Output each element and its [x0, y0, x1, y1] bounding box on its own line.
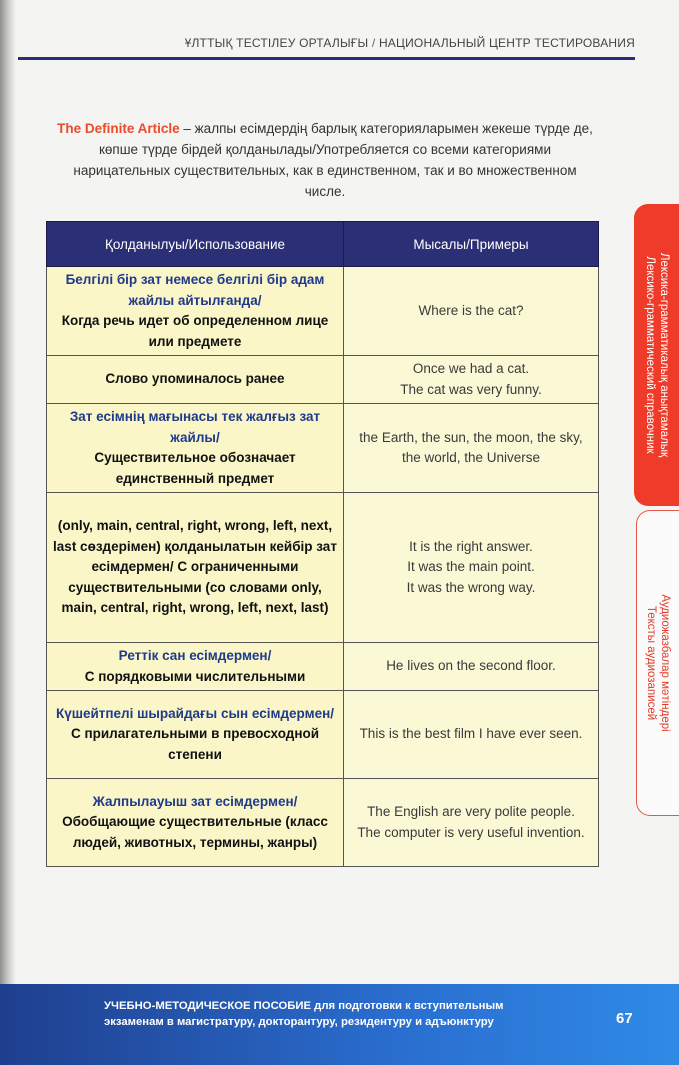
usage-ru: С прилагательными в превосходной степени	[70, 726, 320, 762]
intro-text: – жалпы есімдердің барлық категорияларымен жекеше түрде де, көпше түрде бірдей қолданылады/Употребляется со всеми категориями нарицательных существительных, как в единственном, так и во множественном числе.	[73, 121, 593, 199]
header-separator: /	[371, 36, 376, 50]
usage-ru: Слово упоминалось ранее	[105, 371, 285, 387]
header-kz: ҰЛТТЫҚ ТЕСТІЛЕУ ОРТАЛЫҒЫ	[184, 36, 369, 50]
example-line: Where is the cat?	[418, 302, 524, 318]
example-line: The cat was very funny.	[400, 381, 542, 397]
column-header-examples: Мысалы/Примеры	[344, 222, 599, 267]
usage-cell	[47, 493, 344, 643]
usage-kz: Белгілі бір зат немесе белгілі бір адам жайлы айтылғанда/	[65, 272, 325, 308]
table-header-row	[47, 222, 599, 267]
usage-kz: Реттік сан есімдермен/	[118, 648, 272, 663]
table-row	[47, 267, 599, 356]
usage-ru: Когда речь идет об определенном лице или предмете	[61, 313, 329, 349]
footer-line-2: экзаменам в магистратуру, докторантуру, резидентуру и адъюнктуру	[104, 1016, 494, 1028]
usage-ru: (only, main, central, right, wrong, left, next, last сөздерімен) қолданылатын кейбір зат есімдермен/ С ограниченными существительными (со словами only, main, central, right, wrong, left, next, last)	[53, 518, 337, 616]
usage-ru: Обобщающие существительные (класс людей, животных, термины, жанры)	[62, 814, 328, 850]
example-line: the Earth, the sun, the moon, the sky, the world, the Universe	[359, 429, 583, 465]
usage-cell	[47, 356, 344, 404]
example-line: This is the best film I have ever seen.	[359, 726, 583, 742]
example-cell	[344, 267, 599, 356]
table-row	[47, 779, 599, 867]
side-tab-audio-transcripts[interactable]	[636, 510, 679, 816]
footer-text	[104, 998, 564, 1030]
usage-cell	[47, 643, 344, 691]
side-tab-label-ru: Тексты аудиозаписей	[645, 605, 657, 721]
usage-cell	[47, 691, 344, 779]
example-cell	[344, 404, 599, 493]
example-line: It was the main point.	[407, 559, 535, 575]
example-line: It was the wrong way.	[406, 579, 536, 595]
usage-kz: Күшейтпелі шырайдағы сын есімдермен/	[55, 705, 335, 721]
usage-cell	[47, 404, 344, 493]
intro-paragraph	[52, 118, 598, 202]
example-line: The English are very polite people.	[367, 804, 575, 819]
example-line: It is the right answer.	[409, 538, 533, 554]
page-footer	[0, 984, 679, 1065]
example-cell	[344, 356, 599, 404]
table-row	[47, 691, 599, 779]
book-spine-shadow	[0, 0, 16, 1065]
table-row	[47, 404, 599, 493]
example-cell	[344, 779, 599, 867]
side-tab-grammar-reference[interactable]	[634, 204, 679, 506]
table-row	[47, 493, 599, 643]
column-header-usage: Қолданылуы/Использование	[47, 222, 344, 267]
side-tab-label-kz: Аудиожазбалар мәтіндері	[659, 594, 671, 732]
side-tab-label-kz: Лексика-грамматикалық анықтамалық	[657, 252, 670, 458]
example-cell	[344, 643, 599, 691]
usage-kz: Зат есімнің мағынасы тек жалғыз зат жайлы/	[69, 409, 321, 445]
definite-article-table	[46, 221, 599, 867]
side-tab-label-ru: Лексико-грамматический справочник	[643, 256, 656, 454]
example-line: Once we had a cat.	[412, 361, 530, 376]
example-line: The computer is very useful invention.	[357, 824, 585, 840]
example-line: He lives on the second floor.	[386, 658, 556, 674]
page-header	[60, 36, 635, 50]
example-cell	[344, 691, 599, 779]
header-rule	[18, 57, 635, 60]
intro-term: The Definite Article	[57, 121, 180, 136]
header-ru: НАЦИОНАЛЬНЫЙ ЦЕНТР ТЕСТИРОВАНИЯ	[378, 36, 635, 50]
table-row	[47, 356, 599, 404]
footer-line-1: УЧЕБНО-МЕТОДИЧЕСКОЕ ПОСОБИЕ для подготовки к вступительным	[104, 1000, 504, 1012]
usage-ru: С порядковыми числительными	[84, 668, 306, 684]
table-row	[47, 643, 599, 691]
usage-ru: Существительное обозначает единственный предмет	[94, 450, 296, 486]
usage-cell	[47, 267, 344, 356]
example-cell	[344, 493, 599, 643]
page-number: 67	[616, 1010, 633, 1027]
usage-cell	[47, 779, 344, 867]
usage-kz: Жалпылауыш зат есімдермен/	[92, 793, 298, 809]
